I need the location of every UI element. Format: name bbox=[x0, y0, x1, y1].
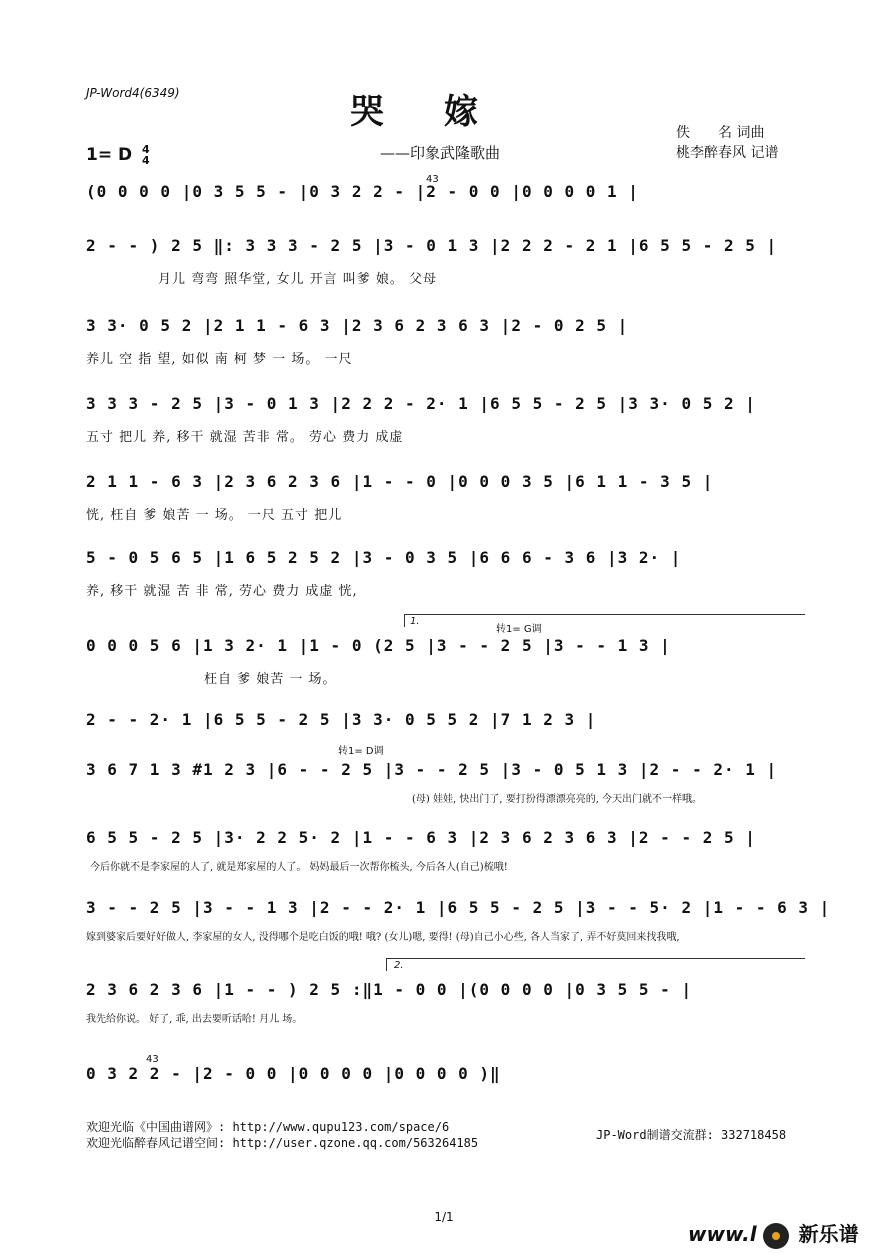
page-number: 1/1 bbox=[434, 1210, 454, 1224]
system-spoken: (母) 娃娃, 快出门了, 要打扮得漂漂亮亮的, 今天出门就不一样哦。 bbox=[412, 794, 703, 805]
system-notes: 2 1 1 - 6 3 |2 3 6 2 3 6 |1 - - 0 |0 0 0 3 5 |6 1 1 - 3 5 | bbox=[86, 472, 714, 491]
key-label: 1= D bbox=[86, 145, 133, 165]
logo-latin: www.l bbox=[688, 1222, 757, 1246]
key-signature bbox=[86, 144, 150, 166]
song-title: 哭嫁 bbox=[350, 92, 538, 132]
system-notes: 2 3 6 2 3 6 |1 - - ) 2 5 :‖1 - 0 0 |(0 0 0 0 |0 3 5 5 - | bbox=[86, 980, 693, 999]
system-notes: 2 - - ) 2 5 ‖: 3 3 3 - 2 5 |3 - 0 1 3 |2 2 2 - 2 1 |6 5 5 - 2 5 | bbox=[86, 236, 778, 255]
ending-2-label: 2. bbox=[394, 960, 404, 971]
footer-group: JP-Word制谱交流群: 332718458 bbox=[596, 1128, 787, 1142]
system-notes: 5 - 0 5 6 5 |1 6 5 2 5 2 |3 - 0 3 5 |6 6 6 - 3 6 |3 2· | bbox=[86, 548, 682, 567]
system-notes: 0 0 0 5 6 |1 3 2· 1 |1 - 0 (2 5 |3 - - 2 5 |3 - - 1 3 | bbox=[86, 636, 671, 655]
grace-mark: 43 bbox=[146, 1054, 159, 1065]
logo-cn: 新乐谱 bbox=[798, 1222, 859, 1246]
system-lyrics: 月儿 弯弯 照华堂, 女儿 开言 叫爹 娘。 父母 bbox=[158, 272, 438, 287]
system-notes: 0 3 2 2 - |2 - 0 0 |0 0 0 0 |0 0 0 0 )‖ bbox=[86, 1064, 501, 1083]
time-bottom: 4 bbox=[142, 154, 150, 167]
site-logo bbox=[688, 1218, 859, 1249]
song-subtitle: ——印象武隆歌曲 bbox=[380, 144, 501, 162]
footer-link-qupu[interactable]: 欢迎光临《中国曲谱网》: http://www.qupu123.com/space/6 bbox=[86, 1120, 450, 1134]
modulation-d-label: 转1= D调 bbox=[338, 746, 384, 757]
system-notes: 3 - - 2 5 |3 - - 1 3 |2 - - 2· 1 |6 5 5 - 2 5 |3 - - 5· 2 |1 - - 6 3 | bbox=[86, 898, 831, 917]
time-signature bbox=[142, 144, 150, 166]
system-lyrics: 养, 移干 就湿 苦 非 常, 劳心 费力 成虚 恍, bbox=[86, 584, 358, 599]
volta-bracket-1 bbox=[404, 614, 805, 627]
credit-transcriber: 桃李醉春风 记谱 bbox=[676, 145, 779, 161]
system-notes: 2 - - 2· 1 |6 5 5 - 2 5 |3 3· 0 5 5 2 |7 1 2 3 | bbox=[86, 710, 597, 729]
system-notes: 3 3· 0 5 2 |2 1 1 - 6 3 |2 3 6 2 3 6 3 |2 - 0 2 5 | bbox=[86, 316, 629, 335]
system-notes: (0 0 0 0 |0 3 5 5 - |0 3 2 2 - |2 - 0 0 |0 0 0 0 1 | bbox=[86, 182, 639, 201]
ending-1-label: 1. bbox=[410, 616, 420, 627]
system-spoken: 嫁到婆家后要好好做人, 李家屋的女人, 没得哪个是吃白饭的哦! 哦? (女儿)嗯, 要得! (母)自己小心些, 各人当家了, 弄不好莫回来找我哦, bbox=[86, 932, 680, 943]
software-label: JP-Word4(6349) bbox=[86, 86, 180, 100]
footer-link-qzone[interactable]: 欢迎光临醉春风记谱空间: http://user.qzone.qq.com/563264185 bbox=[86, 1136, 479, 1150]
credit-lyrics: 佚 名 词曲 bbox=[676, 125, 765, 141]
system-spoken: 我先给你说。 好了, 乖, 出去要听话哈! 月儿 场。 bbox=[86, 1014, 303, 1025]
grace-mark: 43 bbox=[426, 174, 439, 185]
system-notes: 6 5 5 - 2 5 |3· 2 2 5· 2 |1 - - 6 3 |2 3 6 2 3 6 3 |2 - - 2 5 | bbox=[86, 828, 756, 847]
system-lyrics: 枉自 爹 娘苦 一 场。 bbox=[204, 672, 337, 687]
system-notes: 3 6 7 1 3 #1 2 3 |6 - - 2 5 |3 - - 2 5 |3 - 0 5 1 3 |2 - - 2· 1 | bbox=[86, 760, 778, 779]
disc-icon bbox=[763, 1223, 789, 1249]
modulation-g-label: 转1= G调 bbox=[496, 624, 542, 635]
system-notes: 3 3 3 - 2 5 |3 - 0 1 3 |2 2 2 - 2· 1 |6 5 5 - 2 5 |3 3· 0 5 2 | bbox=[86, 394, 756, 413]
volta-bracket-2 bbox=[386, 958, 805, 971]
system-lyrics: 恍, 枉自 爹 娘苦 一 场。 一尺 五寸 把儿 bbox=[86, 508, 343, 523]
system-lyrics: 养儿 空 指 望, 如似 南 柯 梦 一 场。 一尺 bbox=[86, 352, 353, 367]
system-lyrics: 五寸 把儿 养, 移干 就湿 苦非 常。 劳心 费力 成虚 bbox=[86, 430, 404, 445]
system-spoken: 今后你就不是李家屋的人了, 就是郑家屋的人了。 妈妈最后一次帮你梳头, 今后各人(自己)梳哦! bbox=[90, 862, 508, 873]
time-top: 4 bbox=[142, 143, 150, 156]
